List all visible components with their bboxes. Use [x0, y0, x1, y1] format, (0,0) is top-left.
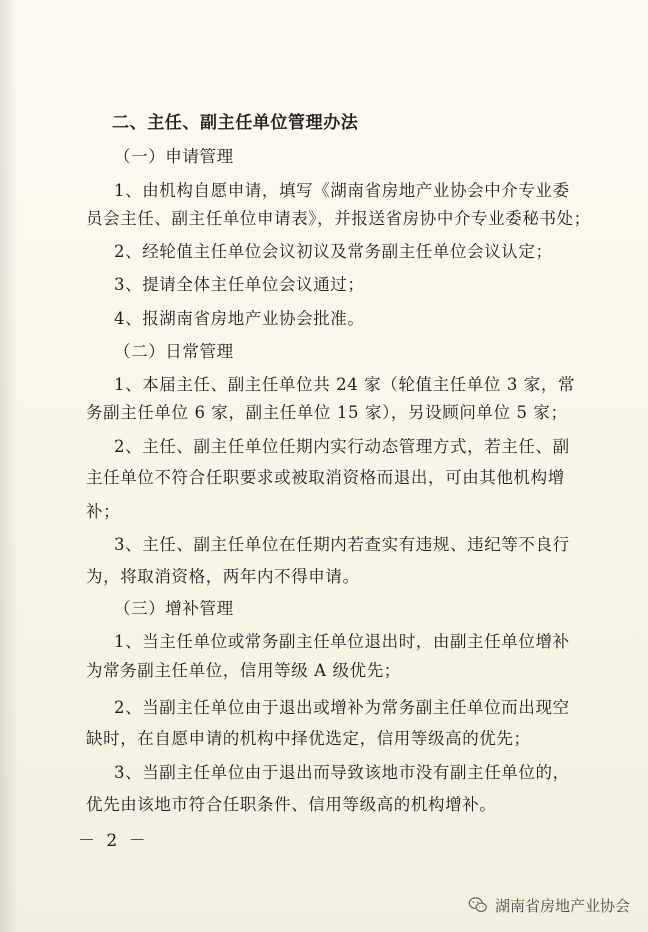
section1-item: 员会主任、副主任单位申请表》，并报送省房协中介专业委秘书处； [86, 209, 591, 228]
section2-item: 1、本届主任、副主任单位共 24 家（轮值主任单位 3 家，常 [114, 375, 576, 394]
wechat-icon [467, 894, 489, 916]
watermark-text: 湖南省房地产业协会 [494, 896, 630, 915]
wechat-watermark [467, 894, 630, 916]
section1-item: 4、报湖南省房地产业协会批准。 [114, 309, 365, 328]
section2-title: （二）日常管理 [114, 342, 234, 361]
section3-item: 为常务副主任单位，信用等级 A 级优先； [86, 661, 401, 680]
section2-item: 3、主任、副主任单位在任期内若查实有违规、违纪等不良行 [114, 535, 570, 554]
section2-item: 为，将取消资格，两年内不得申请。 [86, 567, 360, 586]
section1-item: 1、由机构自愿申请，填写《湖南省房地产业协会中介专业委 [114, 181, 570, 200]
section3-item: 3、当副主任单位由于退出而导致该地市没有副主任单位的， [114, 763, 570, 782]
section2-item: 2、主任、副主任单位任期内实行动态管理方式，若主任、副 [114, 437, 570, 456]
section1-item: 3、提请全体主任单位会议通过； [114, 275, 365, 294]
section3-item: 缺时，在自愿申请的机构中择优选定，信用等级高的优先； [86, 729, 531, 748]
section1-title: （一）申请管理 [114, 147, 234, 166]
section2-item: 主任单位不符合任职要求或被取消资格而退出，可由其他机构增 [86, 468, 565, 487]
section2-item: 务副主任单位 6 家，副主任单位 15 家），另设顾问单位 5 家； [86, 403, 568, 422]
section3-item: 1、当主任单位或常务副主任单位退出时，由副主任单位增补 [114, 632, 570, 651]
page-edge-shadow [0, 0, 18, 932]
section1-item: 2、经轮值主任单位会议初议及常务副主任单位会议认定； [114, 242, 553, 261]
doc-title: 二、主任、副主任单位管理办法 [112, 113, 359, 133]
section2-item: 补； [86, 502, 121, 521]
section3-item: 2、当副主任单位由于退出或增补为常务副主任单位而出现空 [114, 698, 570, 717]
page-number: － 2 － [78, 831, 149, 851]
section3-title: （三）增补管理 [114, 599, 234, 618]
section3-item: 优先由该地市符合任职条件、信用等级高的机构增补。 [86, 795, 497, 814]
